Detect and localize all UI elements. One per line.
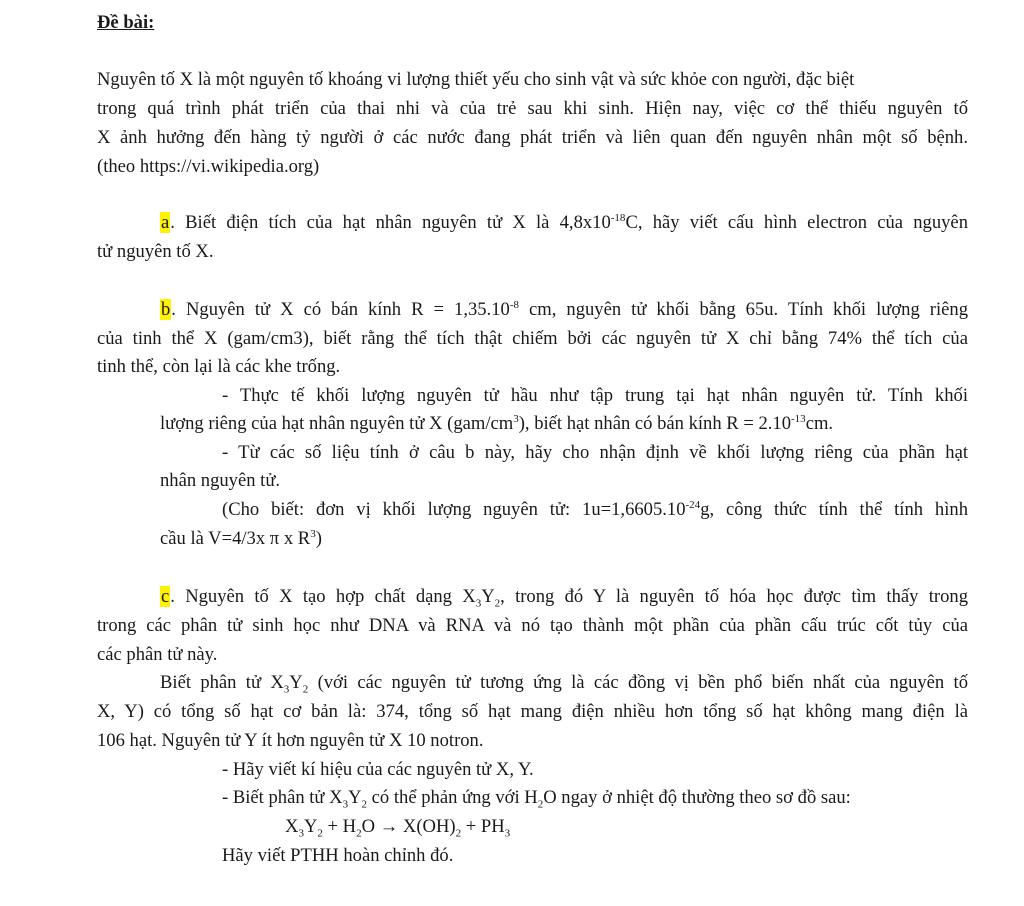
page-title: Đề bài: bbox=[97, 12, 155, 33]
part-c-marker: c bbox=[161, 586, 170, 607]
part-b-line-6: - Từ các số liệu tính ở câu b này, hãy cho nhận định về khối lượng riêng của phần hạt bbox=[222, 442, 968, 463]
part-b-line-1: b. Nguyên tử X có bán kính $R = 1,35.10^{-8}$ cm, nguyên tử khối bằng 65u. Tính khối lượng riêng bbox=[161, 298, 968, 320]
intro-line-1 bbox=[97, 69, 968, 91]
part-c-line-3: các phân tử này. bbox=[97, 644, 218, 665]
part-c-line-1: c. Nguyên tố X tạo hợp chất dạng $X_3Y_2$, trong đó Y là nguyên tố hóa học được tìm thấy trong bbox=[161, 586, 968, 610]
part-c-line-2: trong các phân tử sinh học như DNA và RNA và nó tạo thành một phần của phần cấu trúc cốt tủy của bbox=[97, 615, 968, 636]
reaction-equation: $X_3Y_2 + H_2O \to X(OH)_2 + PH_3$ bbox=[285, 816, 511, 840]
part-a-line-1: a. Biết điện tích của hạt nhân nguyên tử X là $4,8x10^{-18}C$, hãy viết cấu hình electron của nguyên bbox=[161, 211, 968, 233]
intro-line-2: trong quá trình phát triển của thai nhi và của trẻ sau khi sinh. Hiện nay, việc cơ thể thiếu nguyên tố bbox=[97, 98, 968, 119]
part-b-line-8: (Cho biết: đơn vị khối lượng nguyên tử: $1u=1,6605.10^{-24}g$, công thức tính thể tính hình bbox=[222, 498, 968, 520]
part-a-line-2: tử nguyên tố X. bbox=[97, 241, 214, 262]
part-a-marker: a bbox=[161, 212, 170, 233]
part-b-line-3: tinh thể, còn lại là các khe trống. bbox=[97, 356, 341, 377]
part-c-line-4: Biết phân tử $X_3Y_2$ (với các nguyên tử tương ứng là các đồng vị bền phổ biến nhất của nguyên tố bbox=[160, 672, 968, 696]
part-b-line-2: của tinh thể X (gam/cm3), biết rằng thể tích thật chiếm bởi các nguyên tử X chỉ bằng 74% thể tích của bbox=[97, 328, 968, 349]
part-c-line-7: - Hãy viết kí hiệu của các nguyên tử X, Y. bbox=[222, 759, 534, 780]
intro-text-1: Nguyên tố X là một nguyên tố khoáng vi lượng thiết yếu cho sinh vật và sức khỏe con người, đặc biệt bbox=[97, 69, 855, 90]
part-b-line-7: nhân nguyên tử. bbox=[160, 470, 281, 491]
part-c-line-10: Hãy viết PTHH hoàn chỉnh đó. bbox=[222, 845, 454, 866]
part-c-line-8: - Biết phân tử $X_3Y_2$ có thể phản ứng với $H_2O$ ngay ở nhiệt độ thường theo sơ đồ sau: bbox=[222, 787, 851, 811]
part-b-line-5: lượng riêng của hạt nhân nguyên tử X $(gam/cm^3)$, biết hạt nhân có bán kính $R = 2.10^{-13}cm$. bbox=[160, 412, 834, 434]
part-b-line-4: - Thực tế khối lượng nguyên tử hầu như tập trung tại hạt nhân nguyên tử. Tính khối bbox=[222, 385, 968, 406]
part-c-line-5: X, Y) có tổng số hạt cơ bản là: 374, tổng số hạt mang điện nhiều hơn tổng số hạt không mang điện là bbox=[97, 701, 968, 722]
part-c-line-6: 106 hạt. Nguyên tử Y ít hơn nguyên tử X 10 notron. bbox=[97, 730, 484, 751]
intro-line-3: X ảnh hưởng đến hàng tỷ người ở các nước đang phát triển và liên quan đến nguyên nhân một số bệnh. bbox=[97, 127, 968, 148]
part-b-marker: b bbox=[161, 299, 171, 320]
intro-source: (theo https://vi.wikipedia.org) bbox=[97, 156, 320, 177]
part-b-line-9: cầu là V=4/3x π x $R^3$) bbox=[160, 527, 322, 549]
